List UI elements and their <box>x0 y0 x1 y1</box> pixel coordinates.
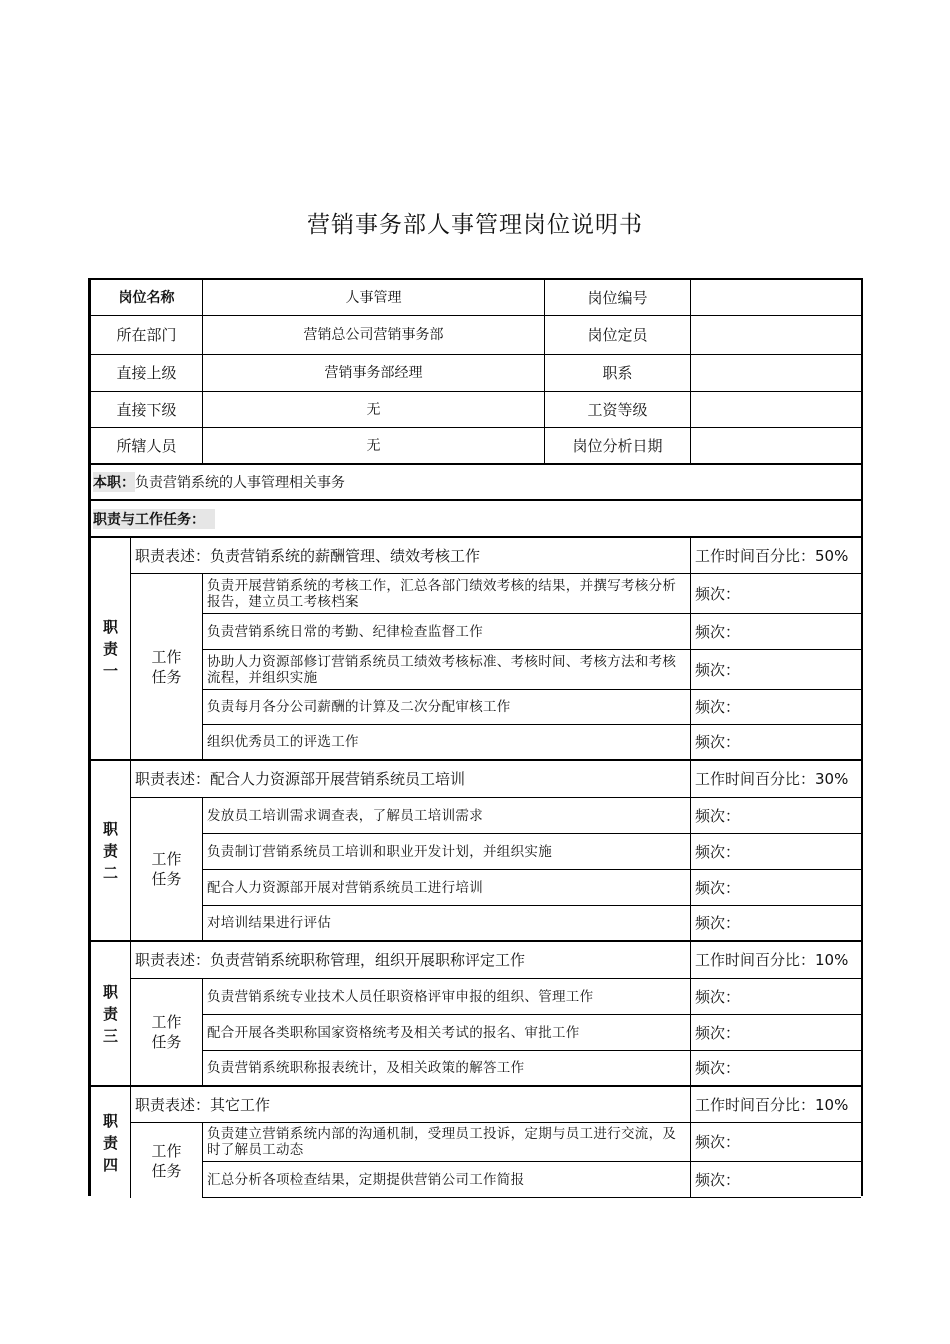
duty-2-freq-1: 频次： <box>691 798 861 834</box>
job-description-table <box>88 278 863 1196</box>
duty-3-label: 职 责 三 <box>91 942 131 1087</box>
label-salary-grade: 工资等级 <box>545 392 691 428</box>
label-headcount: 岗位定员 <box>545 316 691 355</box>
duty-2-task-2: 负责制订营销系统员工培训和职业开发计划，并组织实施 <box>203 834 691 870</box>
label-job-family: 职系 <box>545 355 691 392</box>
value-department: 营销总公司营销事务部 <box>203 316 545 355</box>
duty-2-freq-2: 频次： <box>691 834 861 870</box>
duty-2-work-label: 工作 任务 <box>131 798 203 942</box>
duty-4-work-label: 工作 任务 <box>131 1123 203 1198</box>
duty-1-task-4: 负责每月各分公司薪酬的计算及二次分配审核工作 <box>203 690 691 725</box>
main-duty-text: 负责营销系统的人事管理相关事务 <box>135 475 345 491</box>
label-staff: 所辖人员 <box>91 428 203 465</box>
label-position-code: 岗位编号 <box>545 280 691 316</box>
duty-2-freq-3: 频次： <box>691 870 861 906</box>
value-staff: 无 <box>203 428 545 465</box>
duty-2-task-1: 发放员工培训需求调查表，了解员工培训需求 <box>203 798 691 834</box>
duty-1-label: 职 责 一 <box>91 538 131 761</box>
label-subordinate: 直接下级 <box>91 392 203 428</box>
duty-4-task-1: 负责建立营销系统内部的沟通机制，受理员工投诉，定期与员工进行交流，及时了解员工动态 <box>203 1123 691 1162</box>
label-department: 所在部门 <box>91 316 203 355</box>
duty-2-task-4: 对培训结果进行评估 <box>203 906 691 942</box>
duty-3-pct: 工作时间百分比：10% <box>691 942 861 979</box>
duty-3-work-label: 工作 任务 <box>131 979 203 1087</box>
duty-1-task-5: 组织优秀员工的评选工作 <box>203 725 691 761</box>
duty-2-desc: 职责表述：配合人力资源部开展营销系统员工培训 <box>131 761 691 798</box>
label-supervisor: 直接上级 <box>91 355 203 392</box>
value-headcount <box>691 316 861 355</box>
value-analysis-date <box>691 428 861 465</box>
duty-3-freq-3: 频次： <box>691 1051 861 1087</box>
duty-1-task-3: 协助人力资源部修订营销系统员工绩效考核标准、考核时间、考核方法和考核流程，并组织实施 <box>203 650 691 690</box>
duty-1-freq-5: 频次： <box>691 725 861 761</box>
value-supervisor: 营销事务部经理 <box>203 355 545 392</box>
duty-1-freq-4: 频次： <box>691 690 861 725</box>
duty-1-desc: 职责表述：负责营销系统的薪酬管理、绩效考核工作 <box>131 538 691 574</box>
value-subordinate: 无 <box>203 392 545 428</box>
duty-3-desc: 职责表述：负责营销系统职称管理，组织开展职称评定工作 <box>131 942 691 979</box>
value-salary-grade <box>691 392 861 428</box>
duty-1-freq-2: 频次： <box>691 614 861 650</box>
duty-1-task-2: 负责营销系统日常的考勤、纪律检查监督工作 <box>203 614 691 650</box>
duty-4-desc: 职责表述：其它工作 <box>131 1087 691 1123</box>
duty-4-freq-2: 频次： <box>691 1162 861 1198</box>
duty-3-freq-2: 频次： <box>691 1015 861 1051</box>
label-analysis-date: 岗位分析日期 <box>545 428 691 465</box>
duty-3-task-1: 负责营销系统专业技术人员任职资格评审申报的组织、管理工作 <box>203 979 691 1015</box>
main-duty-row <box>91 465 861 501</box>
duties-header: 职责与工作任务： <box>93 509 215 529</box>
duty-1-work-label: 工作 任务 <box>131 574 203 761</box>
duty-3-freq-1: 频次： <box>691 979 861 1015</box>
value-job-family <box>691 355 861 392</box>
duty-2-freq-4: 频次： <box>691 906 861 942</box>
duty-1-pct: 工作时间百分比：50% <box>691 538 861 574</box>
duty-4-label: 职 责 四 <box>91 1087 131 1198</box>
value-position-code <box>691 280 861 316</box>
duty-4-task-2: 汇总分析各项检查结果，定期提供营销公司工作简报 <box>203 1162 691 1198</box>
duty-4-freq-1: 频次： <box>691 1123 861 1162</box>
duties-header-row <box>91 501 861 538</box>
duty-3-task-3: 负责营销系统职称报表统计，及相关政策的解答工作 <box>203 1051 691 1087</box>
duty-3-task-2: 配合开展各类职称国家资格统考及相关考试的报名、审批工作 <box>203 1015 691 1051</box>
duty-1-freq-3: 频次： <box>691 650 861 690</box>
duty-4-pct: 工作时间百分比：10% <box>691 1087 861 1123</box>
duty-1-freq-1: 频次： <box>691 574 861 614</box>
label-position-name: 岗位名称 <box>91 280 203 316</box>
value-position-name: 人事管理 <box>203 280 545 316</box>
duty-2-task-3: 配合人力资源部开展对营销系统员工进行培训 <box>203 870 691 906</box>
document-title: 营销事务部人事管理岗位说明书 <box>307 212 643 238</box>
main-duty-label: 本职： <box>93 472 135 492</box>
duty-2-label: 职 责 二 <box>91 761 131 942</box>
duty-1-task-1: 负责开展营销系统的考核工作，汇总各部门绩效考核的结果，并撰写考核分析报告，建立员工考核档案 <box>203 574 691 614</box>
duty-2-pct: 工作时间百分比：30% <box>691 761 861 798</box>
